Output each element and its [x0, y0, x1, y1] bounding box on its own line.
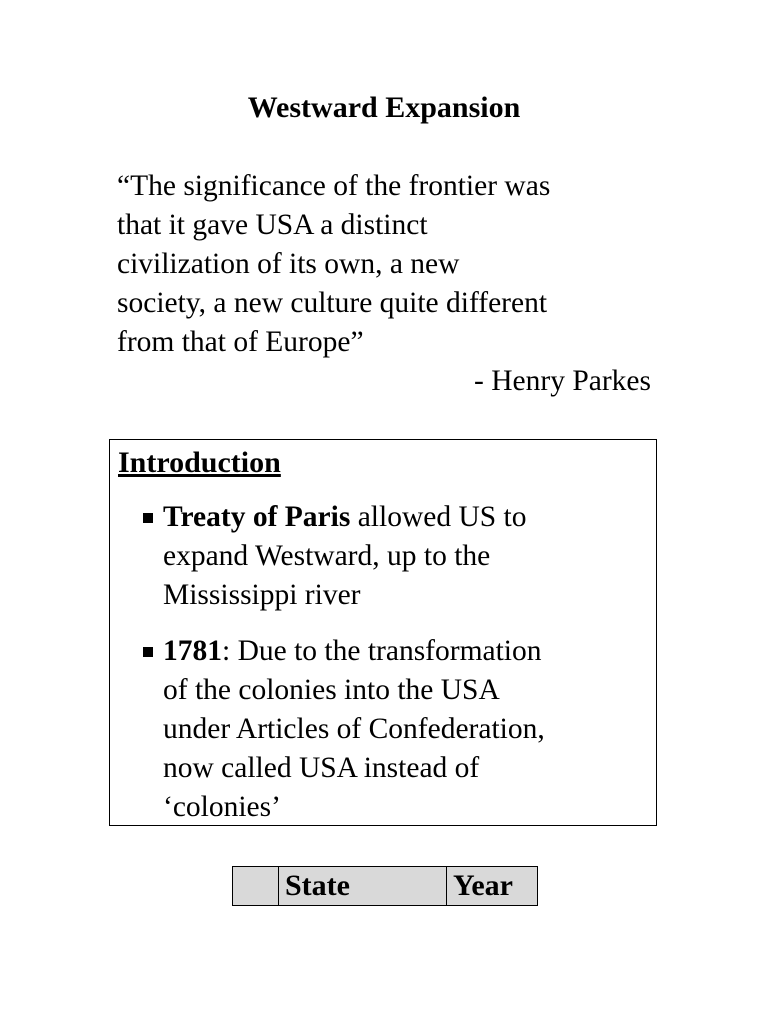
bullet-line: under Articles of Confederation, [163, 713, 545, 745]
quote-line: “The significance of the frontier was [117, 170, 551, 202]
bullet-line: ‘colonies’ [163, 791, 281, 823]
square-bullet-icon [143, 647, 153, 657]
bullet-bold-term: Treaty of Paris [163, 501, 351, 533]
table-header-blank [233, 867, 279, 906]
introduction-box [109, 439, 657, 826]
bullet-line: of the colonies into the USA [163, 674, 500, 706]
bullet-line: expand Westward, up to the [163, 540, 491, 572]
table-header-row [233, 867, 538, 906]
state-year-table [232, 866, 538, 906]
bullet-text: : Due to the transformation [222, 635, 542, 667]
quote-line: society, a new culture quite different [117, 287, 548, 319]
page-title: Westward Expansion [247, 91, 521, 124]
table-header-state: State [279, 867, 447, 906]
quote-line: civilization of its own, a new [117, 248, 460, 280]
quote-line: that it gave USA a distinct [117, 209, 428, 241]
quote-line: from that of Europe” [117, 326, 364, 358]
square-bullet-icon [143, 513, 153, 523]
list-item [110, 498, 656, 615]
quote-block [117, 167, 677, 401]
bullet-text: allowed US to [350, 501, 527, 533]
quote-attribution: - Henry Parkes [474, 365, 651, 397]
introduction-bullet-list [110, 498, 656, 844]
introduction-heading: Introduction [118, 446, 281, 479]
bullet-bold-term: 1781 [163, 635, 222, 667]
bullet-line: Mississippi river [163, 579, 361, 611]
bullet-line: now called USA instead of [163, 752, 480, 784]
bullet-first-line [163, 632, 656, 671]
list-item [110, 632, 656, 827]
bullet-first-line [163, 498, 656, 537]
table-header-year: Year [447, 867, 538, 906]
